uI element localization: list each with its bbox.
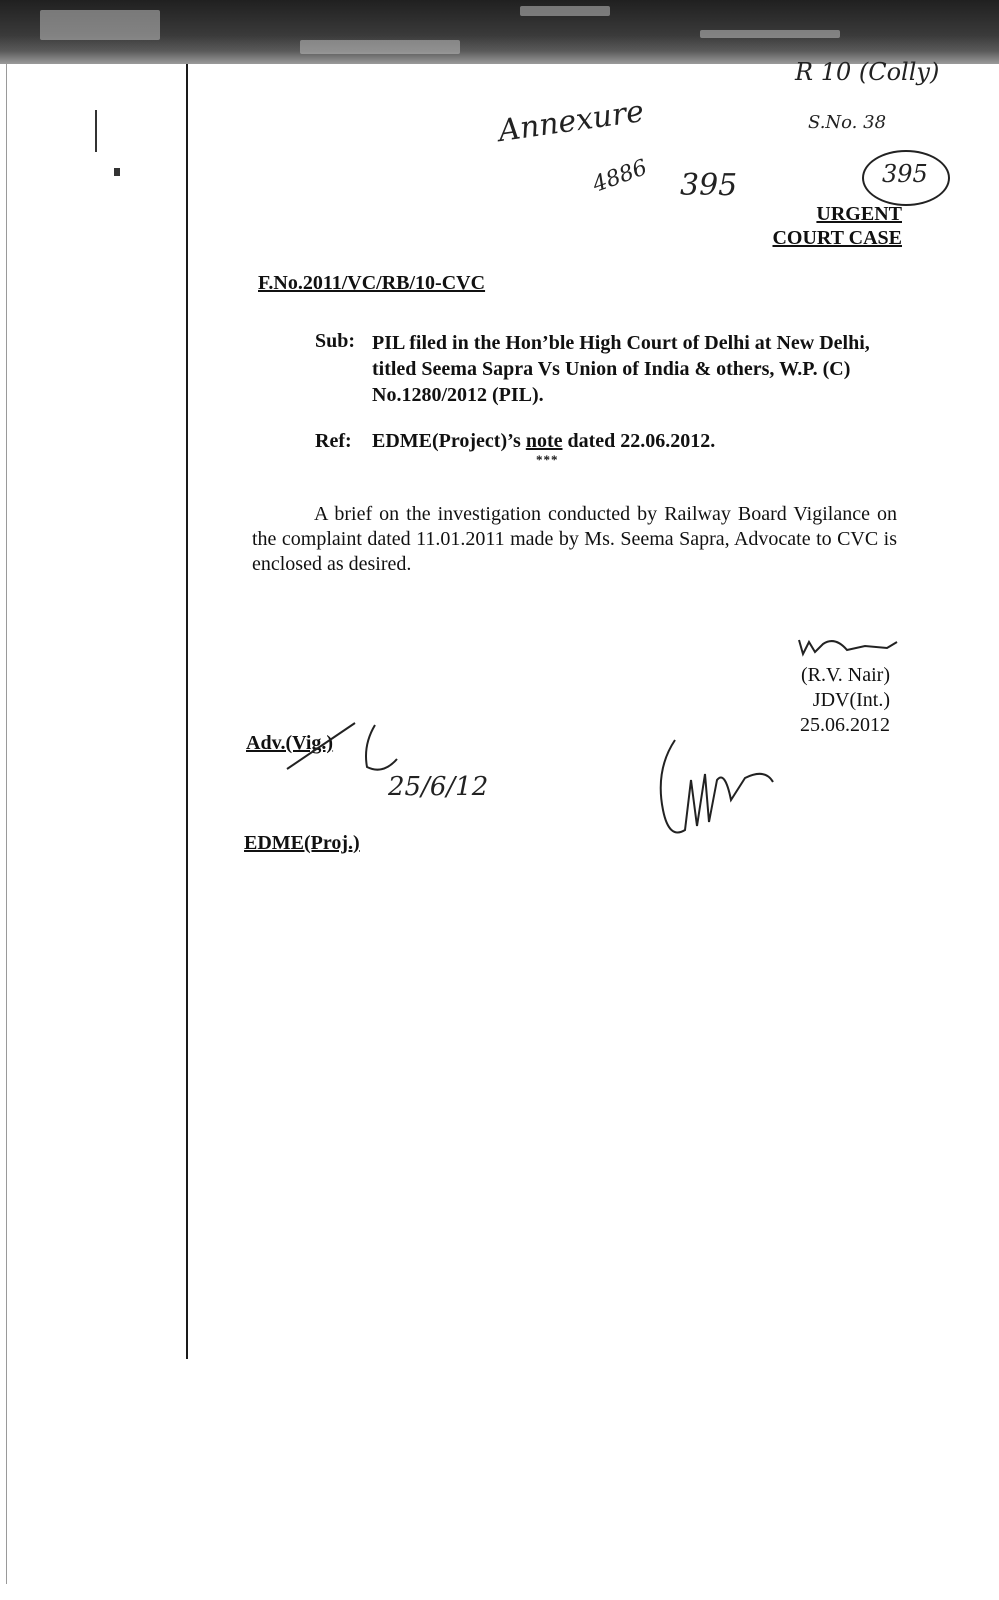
signatory-block bbox=[760, 663, 890, 738]
reference-text-after: dated 22.06.2012. bbox=[562, 430, 716, 452]
signatory-date: 25.06.2012 bbox=[800, 714, 890, 736]
handwritten-adv-date: 25/6/12 bbox=[388, 772, 489, 802]
signature-scribble bbox=[645, 730, 785, 850]
scan-top-band bbox=[0, 0, 999, 64]
handwritten-top-right: R 10 (Colly) bbox=[795, 58, 940, 86]
margin-mark bbox=[114, 168, 120, 176]
addressee-adv-vig: Adv.(Vig.) bbox=[246, 732, 334, 754]
signatory-name: (R.V. Nair) bbox=[800, 664, 890, 686]
margin-rule bbox=[186, 64, 188, 1359]
urgent-court-case-label bbox=[752, 202, 902, 250]
addressee-edme-proj: EDME(Proj.) bbox=[244, 832, 360, 854]
margin-mark bbox=[95, 110, 97, 152]
file-number: F.No.2011/VC/RB/10-CVC bbox=[258, 272, 486, 294]
handwritten-number-b: 395 bbox=[680, 168, 738, 203]
reference-label: Ref: bbox=[315, 430, 352, 452]
reference-text-underlined: note bbox=[525, 430, 563, 452]
body-paragraph: A brief on the investigation conducted by Railway Board Vigilance on the complaint dated 11.01.2011 made by Ms. Seema Sapra, Advocate to CVC is enclosed as desired. bbox=[252, 503, 897, 575]
signatory-designation: JDV(Int.) bbox=[812, 689, 890, 711]
handwritten-serial: S.No. 38 bbox=[808, 112, 887, 133]
urgent-label: URGENT bbox=[816, 203, 902, 225]
reference-text bbox=[372, 430, 715, 453]
subject-text: PIL filed in the Hon’ble High Court of Delhi at New Delhi, titled Seema Sapra Vs Union of India & others, W.P. (C) No.1280/2012 (PIL). bbox=[372, 332, 870, 406]
scan-left-edge bbox=[6, 64, 7, 1584]
handwritten-number-a: 4886 bbox=[589, 155, 651, 198]
signature-initials bbox=[795, 632, 905, 662]
separator-stars: *** bbox=[536, 452, 559, 467]
reference-text-before: EDME(Project)’s bbox=[372, 430, 526, 452]
handwritten-annexure: Annexure bbox=[496, 93, 647, 150]
court-case-label: COURT CASE bbox=[772, 227, 902, 249]
handwritten-page-number: 395 bbox=[882, 160, 928, 188]
subject-label: Sub: bbox=[315, 330, 356, 352]
